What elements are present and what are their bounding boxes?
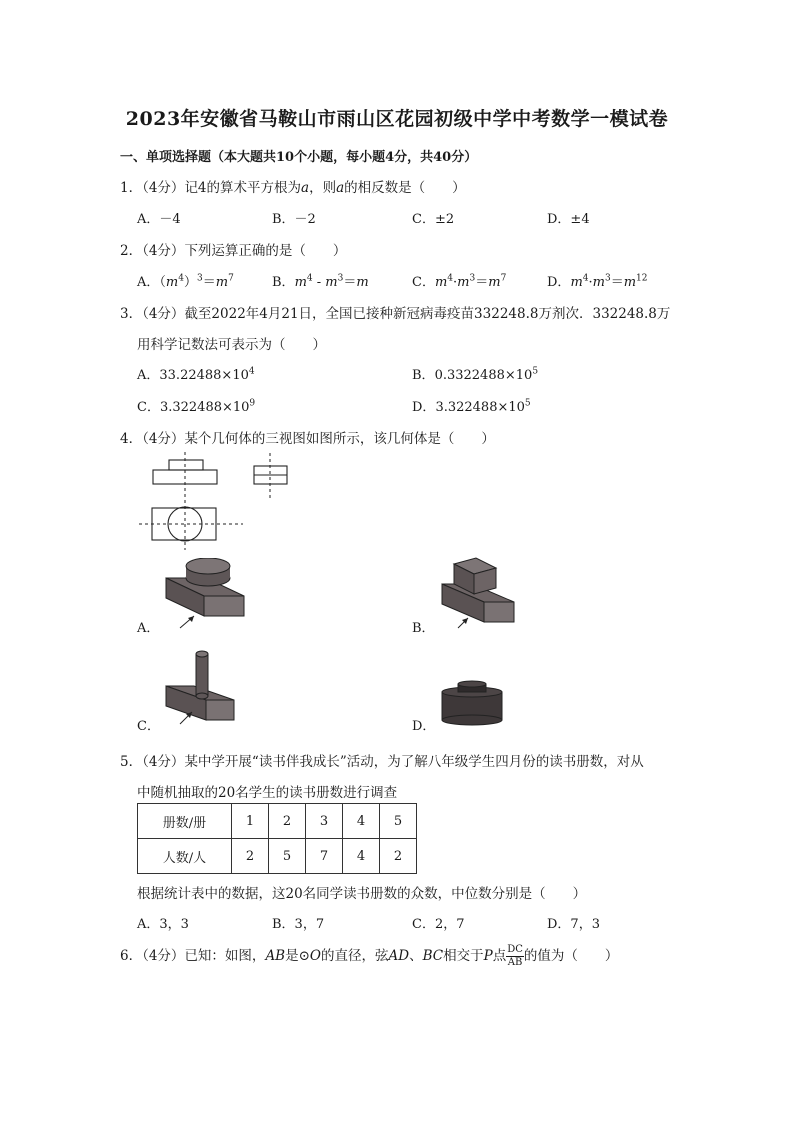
question-score: （4分） [142,180,185,196]
question-5-after-table: 根据统计表中的数据，这20名同学读书册数的众数，中位数分别是（ ） [137,886,587,902]
option-base: 0.3322488×10 [434,368,533,383]
question-4 [120,427,495,447]
minus: - [312,275,326,290]
large-cylinder-bottom [442,715,502,725]
block-side [204,596,244,616]
option-label: C． [137,400,160,415]
question-text: 的相反数是（ ） [344,180,466,196]
option-c [412,271,506,290]
exponent: 4 [306,273,313,284]
table-cell: 4 [343,804,380,839]
equals: ＝ [610,275,624,290]
option-a-label: A． [137,621,160,636]
option-a [137,364,255,383]
front-view-top-block [169,460,203,470]
option-d: D．7，3 [547,917,600,932]
question-score: （4分） [142,754,185,770]
option-b [412,364,538,383]
option-c: C．±2 [412,212,455,227]
exponent: 12 [636,273,648,284]
table-row [138,804,417,839]
variable: BC [422,948,444,964]
question-3-line-2: 用科学记数法可表示为（ ） [137,337,326,353]
table-header-cell: 人数/人 [138,839,232,874]
block-side [206,700,234,720]
option-d-label: D． [412,719,436,734]
small-cylinder-top [458,681,486,687]
paren: ） [183,275,197,290]
option-base: 33.22488×10 [159,368,249,383]
equals: ＝ [475,275,489,290]
question-number: 1． [120,180,143,196]
option-d-solid [438,680,508,730]
question-5-line-2: 中随机抽取的20名学生的读书册数进行调查 [137,785,398,801]
question-score: （4分） [142,431,185,447]
exponent: 5 [524,398,531,409]
section-heading: 一、单项选择题（本大题共10个小题，每小题4分，共40分） [120,150,478,165]
exponent: 4 [248,366,255,377]
cylinder-top [186,558,230,574]
equals: ＝ [202,275,216,290]
cylinder-bottom [196,693,208,699]
variable: m [434,275,448,290]
question-3 [120,302,670,322]
equals: ＝ [343,275,357,290]
option-a: A．－4 [137,212,181,227]
option-label: B． [412,368,435,383]
question-text: 的值为（ ） [523,948,619,964]
fraction [506,944,524,969]
option-d [412,396,531,415]
variable: O [309,948,321,964]
question-text: ，则 [309,180,337,196]
question-1 [120,176,466,196]
arrow-head [188,616,194,622]
option-a-solid [158,558,253,633]
table-row [138,839,417,874]
variable: P [483,948,493,964]
variable: a [301,180,310,196]
option-label: A． [137,275,160,290]
variable: m [457,275,470,290]
question-score: （4分） [142,948,185,964]
option-b: B．－2 [272,212,316,227]
question-score: （4分） [142,243,185,259]
option-d [547,271,648,290]
variable: m [165,275,179,290]
table-cell: 4 [343,839,380,874]
question-number: 2． [120,243,143,259]
variable: m [215,275,229,290]
question-text: 点 [492,948,507,964]
fraction-numerator: DC [507,944,523,955]
question-score: （4分） [142,306,185,322]
exponent: 3 [469,273,476,284]
question-text: 某中学开展“读书伴我成长”活动，为了解八年级学生四月份的读书册数，对从 [184,754,644,770]
table-cell: 3 [306,804,343,839]
variable: m [623,275,637,290]
question-text: 的直径，弦 [321,948,389,964]
question-6 [120,944,618,969]
option-label: A． [137,368,160,383]
option-label: D． [412,400,436,415]
option-b: B．3，7 [272,917,325,932]
option-base: 3.322488×10 [159,400,250,415]
variable: m [294,275,307,290]
option-label: C． [412,275,435,290]
variable: m [488,275,501,290]
question-number: 4． [120,431,143,447]
question-text: 截至2022年4月21日，全国已接种新冠病毒疫苗332248.8万剂次．332248.8万 [184,306,671,322]
exponent: 5 [532,366,539,377]
page-title: 2023年安徽省马鞍山市雨山区花园初级中学中考数学一模试卷 [125,108,669,130]
three-views-figure [135,450,305,555]
option-c-solid [160,648,240,728]
option-d: D．±4 [547,212,590,227]
paren: （ [159,275,166,290]
exponent: 3 [196,273,203,284]
table-cell: 5 [380,804,417,839]
question-text: 已知：如图， [184,948,266,964]
option-c [137,396,255,415]
option-a: A．3，3 [137,917,189,932]
dot: · [588,275,593,290]
question-number: 5． [120,754,143,770]
question-number: 6． [120,948,143,964]
fraction-denominator: AB [507,957,523,968]
question-text: 下列运算正确的是（ ） [184,243,347,259]
question-number: 3． [120,306,143,322]
exponent: 9 [249,398,256,409]
option-base: 3.322488×10 [435,400,525,415]
table-cell: 2 [232,839,269,874]
option-b-label: B． [412,621,435,636]
cylinder-top [196,651,208,657]
exponent: 4 [178,273,184,284]
question-text: 、 [409,948,423,964]
table-cell: 7 [306,839,343,874]
exponent: 7 [228,273,234,284]
question-5 [120,750,644,770]
variable: a [336,180,345,196]
exponent: 7 [500,273,507,284]
block-side [484,602,514,622]
variable: AB [265,948,286,964]
option-c-label: C． [137,719,160,734]
cylinder-body [196,654,208,696]
variable: AD [388,948,410,964]
option-a [137,271,234,290]
dot: · [453,275,458,290]
table-cell: 2 [269,804,306,839]
variable: m [325,275,338,290]
question-2 [120,239,346,259]
option-b [272,271,369,290]
question-text: 是⊙ [285,948,310,964]
question-text: 相交于 [443,948,484,964]
table-cell: 2 [380,839,417,874]
variable: m [592,275,605,290]
option-c: C．2，7 [412,917,465,932]
table-cell: 1 [232,804,269,839]
exponent: 4 [447,273,454,284]
variable: m [570,275,583,290]
option-label: B． [272,275,295,290]
question-text: 某个几何体的三视图如图所示，该几何体是（ ） [184,431,495,447]
frequency-table [137,803,417,874]
option-b-solid [438,554,523,629]
exponent: 3 [337,273,344,284]
table-cell: 5 [269,839,306,874]
option-label: D． [547,275,571,290]
variable: m [356,275,369,290]
table-header-cell: 册数/册 [138,804,232,839]
exponent: 4 [582,273,589,284]
question-text: 记4的算术平方根为 [184,180,302,196]
exponent: 3 [604,273,611,284]
